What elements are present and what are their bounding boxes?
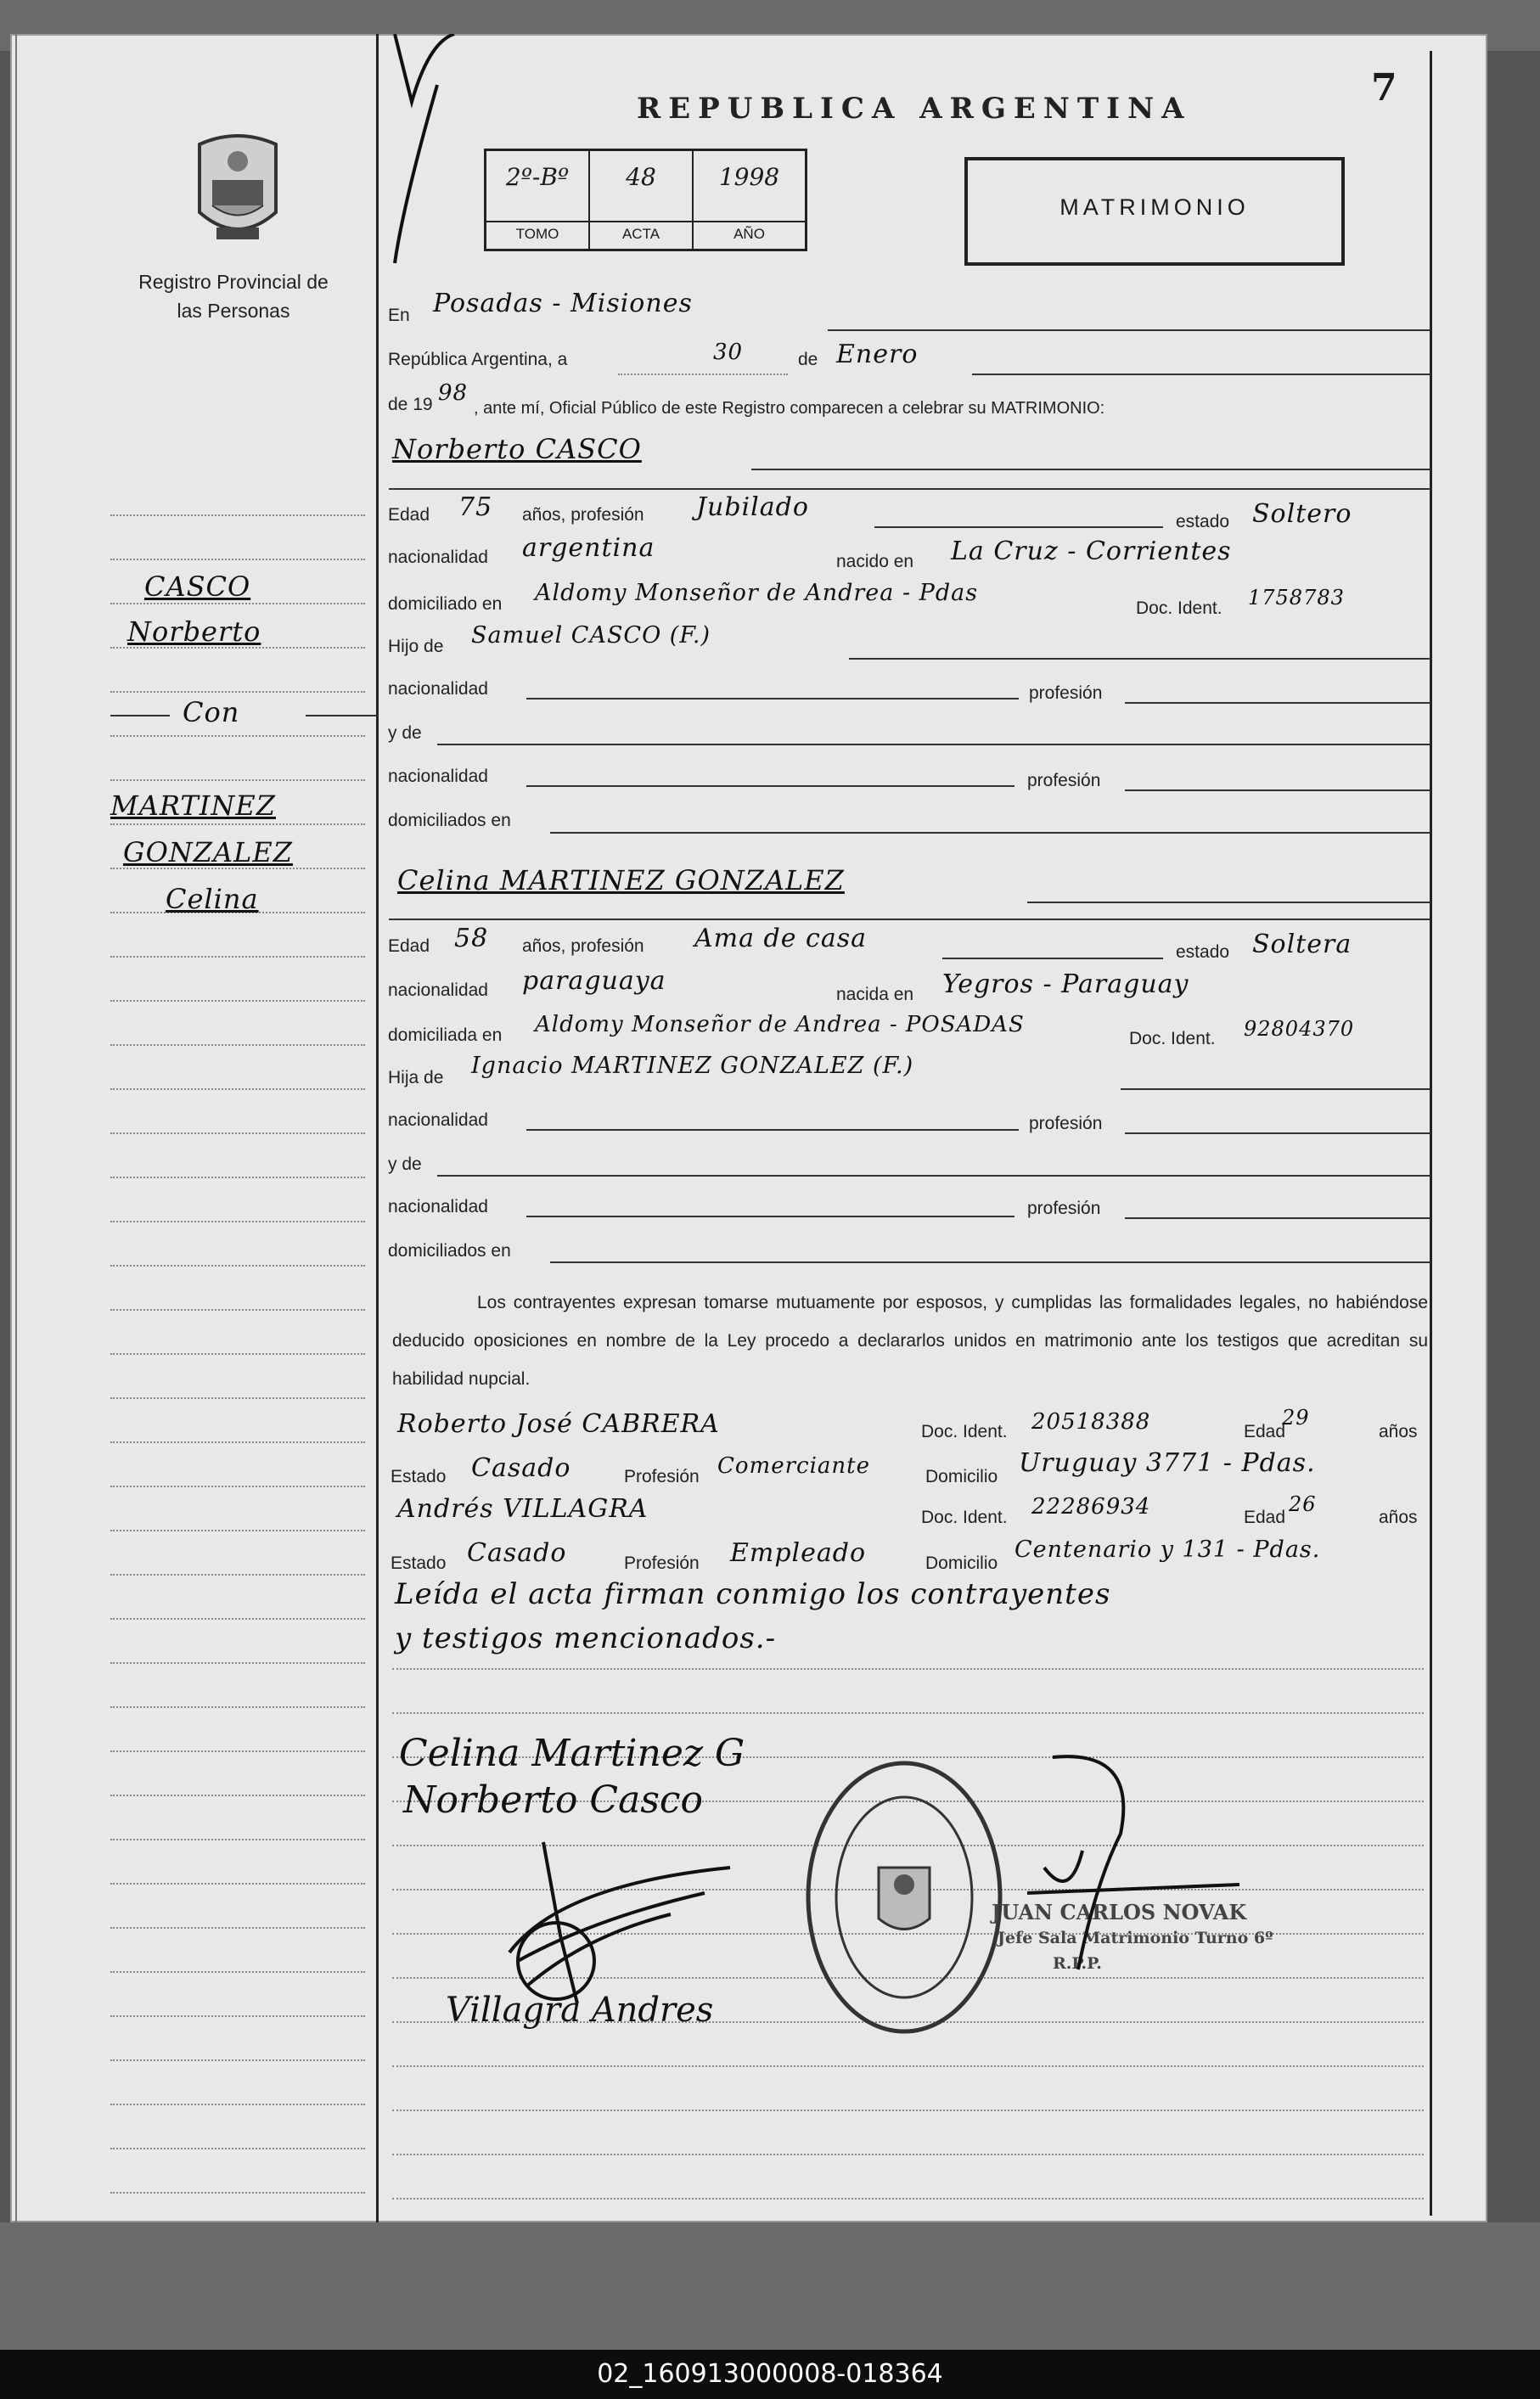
groom-nacido: La Cruz - Corrientes	[951, 537, 1232, 566]
body-ruled-line	[392, 2065, 1424, 2067]
margin-note-surname: CASCO	[144, 570, 251, 603]
groom-nacionalidad-label: nacionalidad	[388, 548, 488, 567]
groom-estado-label: estado	[1176, 512, 1230, 531]
witness2-name: Andrés VILLAGRA	[397, 1494, 649, 1524]
body-ruled-line	[392, 1712, 1424, 1714]
day-value: 30	[713, 340, 744, 365]
margin-ruled-line	[110, 823, 365, 825]
bride-yde-line	[437, 1175, 1430, 1177]
bride-prof-label: profesión	[1029, 1114, 1103, 1133]
bride-profesion-line	[942, 958, 1163, 959]
place-value: Posadas - Misiones	[433, 289, 693, 318]
groom-edad-label: Edad	[388, 505, 430, 525]
groom-estado: Soltero	[1252, 499, 1352, 529]
groom-profesion: Jubilado	[696, 492, 809, 522]
bride-name: Celina MARTINEZ GONZALEZ	[397, 864, 845, 896]
margin-ruled-line	[110, 1750, 365, 1752]
margin-ruled-line	[110, 1309, 365, 1311]
witness2-anos-label: años	[1379, 1508, 1418, 1527]
witness2-estado-label: Estado	[391, 1553, 447, 1573]
en-label: En	[388, 306, 410, 325]
groom-hijo-label: Hijo de	[388, 637, 444, 656]
bride-prof-line	[1125, 1132, 1430, 1134]
witness1-profesion: Comerciante	[717, 1453, 870, 1479]
margin-note-dash	[110, 715, 170, 716]
witness2-domicilio-label: Domicilio	[925, 1553, 998, 1573]
official-stamp	[802, 1757, 1006, 2037]
margin-ruled-line	[110, 1044, 365, 1046]
bride-estado-label: estado	[1176, 942, 1230, 962]
margin-ruled-line	[110, 1839, 365, 1840]
margin-ruled-line	[110, 514, 365, 516]
closing-line-1: Leída el acta firman conmigo los contrayentes	[395, 1577, 1111, 1611]
margin-ruled-line	[110, 1618, 365, 1620]
bride-nac-label: nacionalidad	[388, 1110, 488, 1130]
scan-id: 02_160913000008-018364	[0, 2350, 1540, 2399]
coat-of-arms-icon	[183, 127, 293, 250]
closing-line-2: y testigos mencionados.-	[395, 1621, 777, 1655]
margin-ruled-line	[110, 779, 365, 781]
bride-name-line	[1027, 902, 1430, 903]
witness2-edad-label: Edad	[1244, 1508, 1286, 1527]
margin-ruled-line	[110, 2104, 365, 2105]
margin-ruled-line	[110, 1883, 365, 1885]
tomo-cell	[486, 151, 590, 249]
witness2-estado: Casado	[467, 1538, 567, 1568]
margin-note-given2: Celina	[166, 883, 259, 915]
bride-yde-label: y de	[388, 1155, 422, 1174]
page-number: 7	[1371, 66, 1397, 110]
declaration-text: Los contrayentes expresan tomarse mutuamente por esposos, y cumplidas las formalidades legales, no habiéndose deducido oposiciones en nombre de la Ley procedo a declararlos unidos en matrimonio ante los testigos que acreditan su habilidad nupcial.	[392, 1293, 1428, 1389]
margin-ruled-line	[110, 956, 365, 958]
groom-name-line	[751, 469, 1430, 470]
margin-ruled-line	[110, 1397, 365, 1399]
bride-doc: 92804370	[1244, 1017, 1355, 1041]
anio-cell	[694, 151, 805, 249]
binding-edge	[15, 34, 17, 2222]
tomo-value: 2º-Bº	[505, 163, 570, 191]
groom-domiciliados-label: domiciliados en	[388, 811, 511, 830]
month-value: Enero	[836, 340, 919, 369]
bride-signature: Celina Martinez G	[399, 1732, 745, 1775]
acta-cell	[590, 151, 694, 249]
groom-nac-label: nacionalidad	[388, 679, 488, 699]
groom-nac2-line	[526, 785, 1014, 787]
bride-profesion: Ama de casa	[694, 924, 867, 953]
top-pen-marks	[386, 34, 480, 272]
margin-ruled-line	[110, 2059, 365, 2061]
body-ruled-line	[392, 2154, 1424, 2155]
margin-ruled-line	[110, 2148, 365, 2149]
witness2-signature: Villagra Andres	[446, 1991, 714, 2030]
body-ruled-line	[392, 1668, 1424, 1670]
margin-ruled-line	[110, 1486, 365, 1487]
witness1-profesion-label: Profesión	[624, 1467, 700, 1486]
left-margin-rule	[376, 34, 379, 2222]
witness1-doc-label: Doc. Ident.	[921, 1422, 1008, 1441]
bride-domiciliados-line	[550, 1261, 1430, 1263]
witness1-estado: Casado	[471, 1453, 571, 1483]
bride-nac2-label: nacionalidad	[388, 1197, 488, 1216]
margin-ruled-line	[110, 559, 365, 560]
bride-nacida: Yegros - Paraguay	[942, 969, 1189, 999]
bride-domicilio: Aldomy Monseñor de Andrea - POSADAS	[535, 1012, 1025, 1037]
witness2-profesion: Empleado	[730, 1538, 867, 1568]
witness1-domicilio-label: Domicilio	[925, 1467, 998, 1486]
witness1-domicilio: Uruguay 3771 - Pdas.	[1019, 1448, 1316, 1478]
margin-ruled-line	[110, 2015, 365, 2017]
margin-ruled-line	[110, 1088, 365, 1090]
margin-ruled-line	[110, 735, 365, 737]
groom-nacido-label: nacido en	[836, 552, 914, 571]
bride-hija-label: Hija de	[388, 1068, 444, 1087]
bride-nacionalidad-label: nacionalidad	[388, 980, 488, 1000]
tomo-label: TOMO	[486, 221, 588, 243]
bride-nacionalidad: paraguaya	[522, 966, 666, 996]
groom-prof2-label: profesión	[1027, 771, 1101, 790]
margin-ruled-line	[110, 691, 365, 693]
margin-ruled-line	[110, 1530, 365, 1531]
bride-prof2-line	[1125, 1217, 1430, 1219]
margin-ruled-line	[110, 1441, 365, 1443]
bride-padre-line	[1121, 1088, 1430, 1090]
body-ruled-line	[392, 2198, 1424, 2200]
margin-ruled-line	[110, 1971, 365, 1973]
groom-profesion-label: años, profesión	[522, 505, 644, 525]
witness1-name: Roberto José CABRERA	[397, 1409, 720, 1439]
margin-ruled-line	[110, 1000, 365, 1002]
opening-statement: , ante mí, Oficial Público de este Registro comparecen a celebrar su MATRIMONIO:	[474, 399, 1105, 418]
bride-padre: Ignacio MARTINEZ GONZALEZ (F.)	[471, 1053, 914, 1079]
register-page	[10, 34, 1487, 2222]
act-type: MATRIMONIO	[1059, 194, 1250, 220]
official-title: Jefe Sala Matrimonio Turno 6º	[998, 1929, 1273, 1947]
groom-padre-line	[849, 658, 1430, 660]
margin-ruled-line	[110, 603, 365, 604]
margin-ruled-line	[110, 2192, 365, 2194]
bride-edad: 58	[454, 924, 489, 953]
groom-profesion-line	[874, 526, 1163, 528]
groom-doc-label: Doc. Ident.	[1136, 598, 1222, 618]
acta-reference-box	[484, 149, 807, 251]
margin-ruled-line	[110, 1132, 365, 1134]
bride-domicilio-label: domiciliada en	[388, 1025, 503, 1045]
act-type-box	[964, 157, 1345, 266]
anio-label: AÑO	[694, 221, 805, 243]
bride-doc-label: Doc. Ident.	[1129, 1029, 1216, 1048]
margin-note-surname2: MARTINEZ	[110, 789, 276, 822]
witness1-estado-label: Estado	[391, 1467, 447, 1486]
day-line	[618, 374, 788, 375]
groom-name: Norberto CASCO	[392, 433, 642, 465]
groom-nac2-label: nacionalidad	[388, 767, 488, 786]
margin-ruled-line	[110, 1265, 365, 1267]
bride-nac2-line	[526, 1216, 1014, 1217]
margin-ruled-line	[110, 1177, 365, 1178]
bride-nac-line	[526, 1129, 1019, 1131]
groom-prof-label: profesión	[1029, 683, 1103, 703]
witness2-profesion-label: Profesión	[624, 1553, 700, 1573]
bride-domiciliados-label: domiciliados en	[388, 1241, 511, 1261]
margin-note-dash	[306, 715, 378, 716]
year-suffix: 98	[438, 380, 469, 406]
margin-ruled-line	[110, 1795, 365, 1796]
margin-ruled-line	[110, 1927, 365, 1929]
groom-doc: 1758783	[1248, 586, 1345, 610]
groom-yde-label: y de	[388, 723, 422, 743]
witness2-domicilio: Centenario y 131 - Pdas.	[1014, 1537, 1321, 1563]
bride-nacida-label: nacida en	[836, 985, 914, 1004]
groom-nacionalidad: argentina	[522, 533, 655, 563]
acta-value: 48	[626, 163, 656, 191]
groom-domicilio-label: domiciliado en	[388, 594, 503, 614]
registry-name: Registro Provincial de las Personas	[138, 271, 329, 322]
witness2-edad: 26	[1289, 1492, 1317, 1516]
witness2-doc-label: Doc. Ident.	[921, 1508, 1008, 1527]
groom-domiciliados-line	[550, 832, 1430, 834]
margin-note-con: Con	[183, 696, 240, 728]
groom-padre: Samuel CASCO (F.)	[471, 622, 711, 649]
anio-value: 1998	[718, 163, 780, 191]
groom-prof-line	[1125, 702, 1430, 704]
place-line	[828, 329, 1430, 331]
witness1-doc: 20518388	[1031, 1409, 1151, 1435]
witness1-anos-label: años	[1379, 1422, 1418, 1441]
margin-ruled-line	[110, 1353, 365, 1355]
margin-note-surname3: GONZALEZ	[123, 836, 293, 868]
year-prefix: de 19	[388, 395, 433, 414]
margin-ruled-line	[110, 1574, 365, 1576]
official-org: R.P.P.	[1053, 1954, 1102, 1973]
witness1-edad-label: Edad	[1244, 1422, 1286, 1441]
groom-yde-line	[437, 744, 1430, 745]
margin-ruled-line	[110, 1706, 365, 1708]
country-title: REPUBLICA ARGENTINA	[637, 92, 1192, 126]
bride-profesion-label: años, profesión	[522, 936, 644, 956]
republica-label: República Argentina, a	[388, 350, 568, 369]
groom-domicilio: Aldomy Monseñor de Andrea - Pdas	[535, 580, 979, 606]
groom-name-rule	[389, 488, 1430, 490]
bride-estado: Soltera	[1252, 930, 1352, 959]
groom-signature: Norberto Casco	[403, 1778, 704, 1822]
acta-label: ACTA	[590, 221, 692, 243]
body-ruled-line	[392, 2110, 1424, 2111]
official-name: JUAN CARLOS NOVAK	[992, 1900, 1247, 1924]
bride-name-rule	[389, 919, 1430, 920]
margin-note-given: Norberto	[127, 615, 261, 648]
groom-nac-line	[526, 698, 1019, 699]
groom-edad: 75	[458, 492, 493, 522]
official-signature-scribble	[1019, 1749, 1256, 2037]
background-bottom	[0, 2222, 1540, 2350]
bride-edad-label: Edad	[388, 936, 430, 956]
de-label: de	[798, 350, 818, 369]
margin-ruled-line	[110, 1221, 365, 1222]
witness1-edad: 29	[1282, 1406, 1310, 1430]
month-line	[972, 374, 1430, 375]
bride-prof2-label: profesión	[1027, 1199, 1101, 1218]
groom-prof2-line	[1125, 789, 1430, 791]
margin-ruled-line	[110, 1662, 365, 1664]
witness2-doc: 22286934	[1031, 1494, 1151, 1520]
